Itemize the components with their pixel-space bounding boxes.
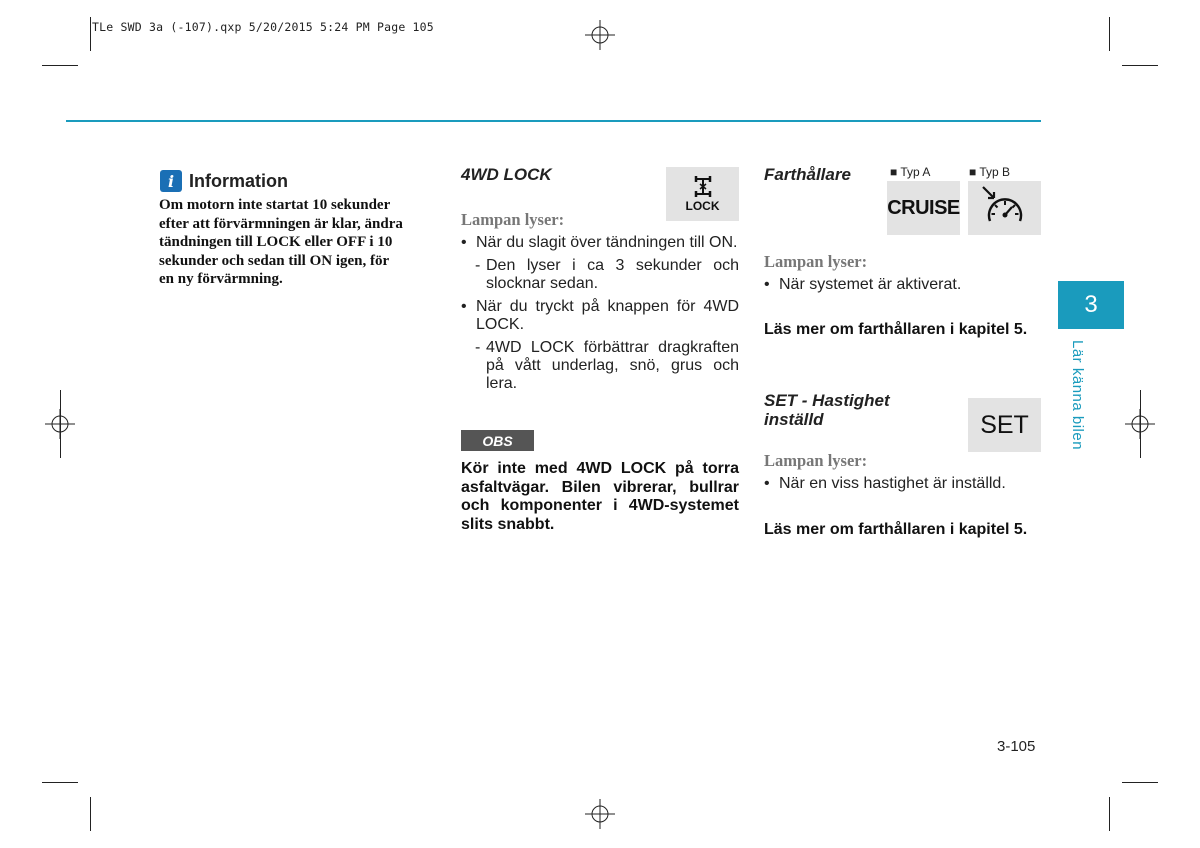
information-line: Om motorn inte startat 10 sekunder	[159, 197, 391, 213]
crop-mark-bl-v	[90, 797, 91, 831]
chapter-tab: 3	[1058, 281, 1124, 329]
cruise-title: Farthållare	[764, 165, 851, 184]
cruise-indicator-type-a	[887, 181, 960, 235]
set-more: Läs mer om farthållaren i kapitel 5.	[764, 521, 1028, 538]
cruise-indicator-type-b	[968, 181, 1041, 235]
registration-mark-stem	[60, 390, 61, 458]
information-line: efter att förvärmningen är klar, ändra	[159, 215, 403, 232]
fourwd-lamp-heading: Lampan lyser:	[461, 210, 565, 229]
fourwd-bullet-1: • När du slagit över tändningen till ON.	[461, 234, 739, 252]
square-bullet-icon: ■	[969, 165, 977, 179]
speedometer-icon	[979, 185, 1031, 231]
page-number: 3-105	[997, 738, 1036, 755]
information-line: tändningen till LOCK eller OFF i 10	[159, 234, 393, 250]
cruise-list	[764, 276, 1042, 294]
registration-mark-icon	[585, 799, 615, 829]
set-bullet: • När en viss hastighet är inställd.	[764, 475, 1042, 493]
fourwd-sub-2: - 4WD LOCK förbättrar dragkraften på vått underlag, snö, grus och lera.	[461, 339, 739, 393]
info-icon: i	[160, 170, 182, 192]
crop-mark-br-h	[1122, 782, 1158, 783]
set-list	[764, 475, 1042, 493]
crop-mark-tl-h	[42, 65, 78, 66]
fourwd-list	[461, 234, 739, 393]
set-title-line-1: SET - Hastighet	[764, 391, 890, 410]
fourwd-warning: Kör inte med 4WD LOCK på torra asfaltvägar. Bilen vibrerar, bullrar och komponenter i 4WD-systemet slits snabbt.	[461, 460, 739, 533]
print-slug: TLe SWD 3a (-107).qxp 5/20/2015 5:24 PM Page 105	[92, 20, 434, 34]
registration-mark-icon	[585, 20, 615, 50]
crop-mark-bl-h	[42, 782, 78, 783]
crop-mark-tr-v	[1109, 17, 1110, 51]
registration-mark-stem	[1140, 390, 1141, 458]
type-a-text: Typ A	[900, 165, 931, 179]
set-indicator	[968, 398, 1041, 452]
fourwd-title: 4WD LOCK	[461, 165, 552, 184]
type-b-text: Typ B	[979, 165, 1011, 179]
fourwd-sub-1: - Den lyser i ca 3 sekunder och slocknar sedan.	[461, 257, 739, 293]
chapter-side-label: Lär känna bilen	[1069, 340, 1086, 451]
fourwd-bullet-2: • När du tryckt på knappen för 4WD LOCK.	[461, 298, 739, 334]
cruise-lamp-heading: Lampan lyser:	[764, 252, 868, 271]
cruise-icon-text: CRUISE	[887, 196, 960, 219]
cruise-bullet: • När systemet är aktiverat.	[764, 276, 1042, 294]
obs-label: OBS	[461, 430, 534, 451]
type-b-label	[969, 165, 1010, 179]
fourwd-axle-icon	[691, 176, 715, 198]
type-a-label	[890, 165, 930, 179]
set-title	[764, 391, 890, 429]
information-body	[159, 196, 437, 289]
crop-mark-tl-v	[90, 17, 91, 51]
set-lamp-heading: Lampan lyser:	[764, 451, 868, 470]
fourwd-lock-label: LOCK	[685, 198, 720, 213]
square-bullet-icon: ■	[890, 165, 898, 179]
information-title: Information	[189, 170, 288, 191]
crop-mark-tr-h	[1122, 65, 1158, 66]
header-rule	[66, 120, 1041, 122]
information-heading	[160, 170, 288, 192]
crop-mark-br-v	[1109, 797, 1110, 831]
cruise-more: Läs mer om farthållaren i kapitel 5.	[764, 321, 1028, 338]
information-line: sekunder och sedan till ON igen, för	[159, 252, 390, 269]
set-title-line-2: inställd	[764, 410, 824, 429]
set-icon-text: SET	[980, 410, 1029, 439]
fourwd-lock-indicator	[666, 167, 739, 221]
information-line: en ny förvärmning.	[159, 271, 283, 287]
